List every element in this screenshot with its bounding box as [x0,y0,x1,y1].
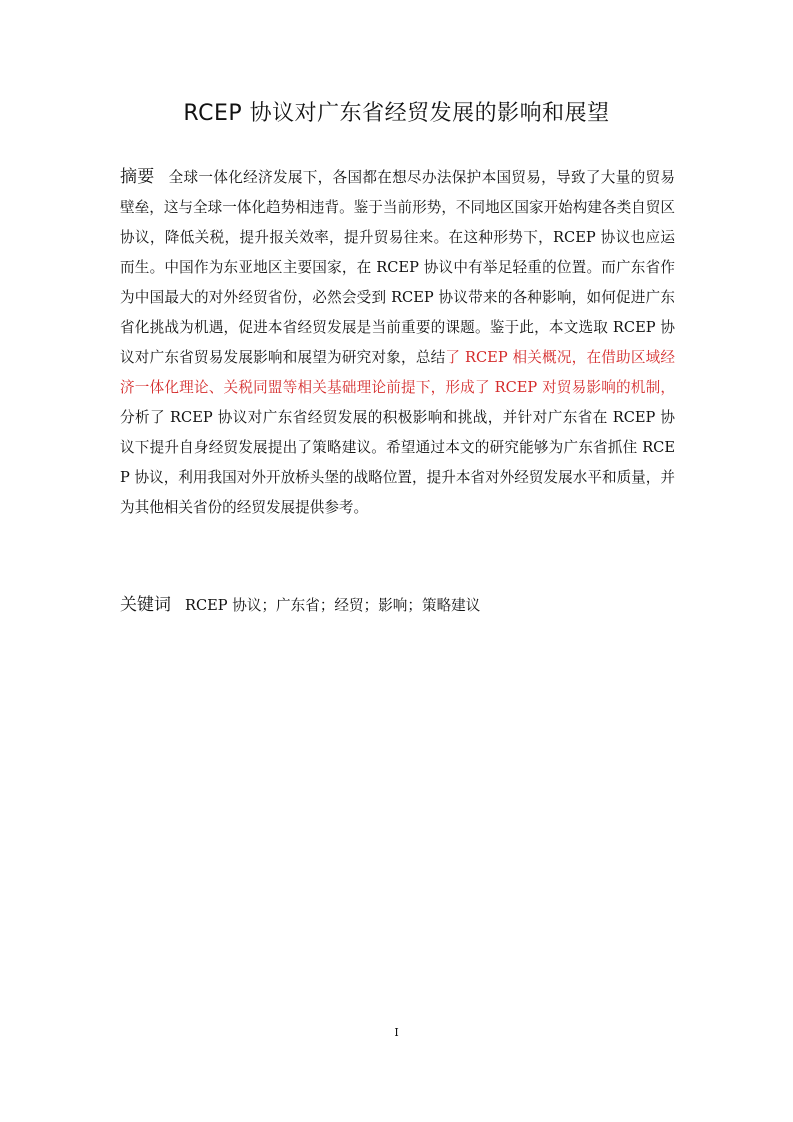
abstract-label: 摘要 [120,167,155,187]
keywords-section [120,590,675,621]
abstract-text: 全球一体化经济发展下，各国都在想尽办法保护本国贸易，导致了大量的贸易壁垒，这与全球一体化趋势相违背。鉴于当前形势，不同地区国家开始构建各类自贸区协议，降低关税，提升报关效率，提升贸易往来。在这种形势下，RCEP 协议也应运而生。中国作为东亚地区主要国家，在 RCEP 协议中有举足轻重的位置。而广东省作为中国最大的对外经贸省份，必然会受到 RCEP 协议带来的各种影响，如何促进广东省化挑战为机遇，促进本省经贸发展是当前重要的课题。鉴于此，本文选取 RCEP 协议对广东省贸易发展影响和展望为研究对象，总结 [120,169,675,366]
keywords-text: RCEP 协议；广东省；经贸；影响；策略建议 [185,597,481,614]
page-title: RCEP 协议对广东省经贸发展的影响和展望 [183,101,610,126]
page-number: I [394,1026,399,1039]
abstract-highlighted-text: 了 RCEP 相关概况，在借助区域经济一体化理论、关税同盟等相关基础理论前提下，形成了 RCEP 对贸易影响的机制， [120,349,675,396]
abstract-text-continued: 分析了 RCEP 协议对广东省经贸发展的积极影响和挑战，并针对广东省在 RCEP 协议下提升自身经贸发展提出了策略建议。希望通过本文的研究能够为广东省抓住 RCEP 协议，利用我国对外开放桥头堡的战略位置，提升本省对外经贸发展水平和质量，并为其他相关省份的经贸发展提供参考。 [120,409,675,516]
abstract-section [120,162,675,523]
keywords-label: 关键词 [120,595,171,615]
